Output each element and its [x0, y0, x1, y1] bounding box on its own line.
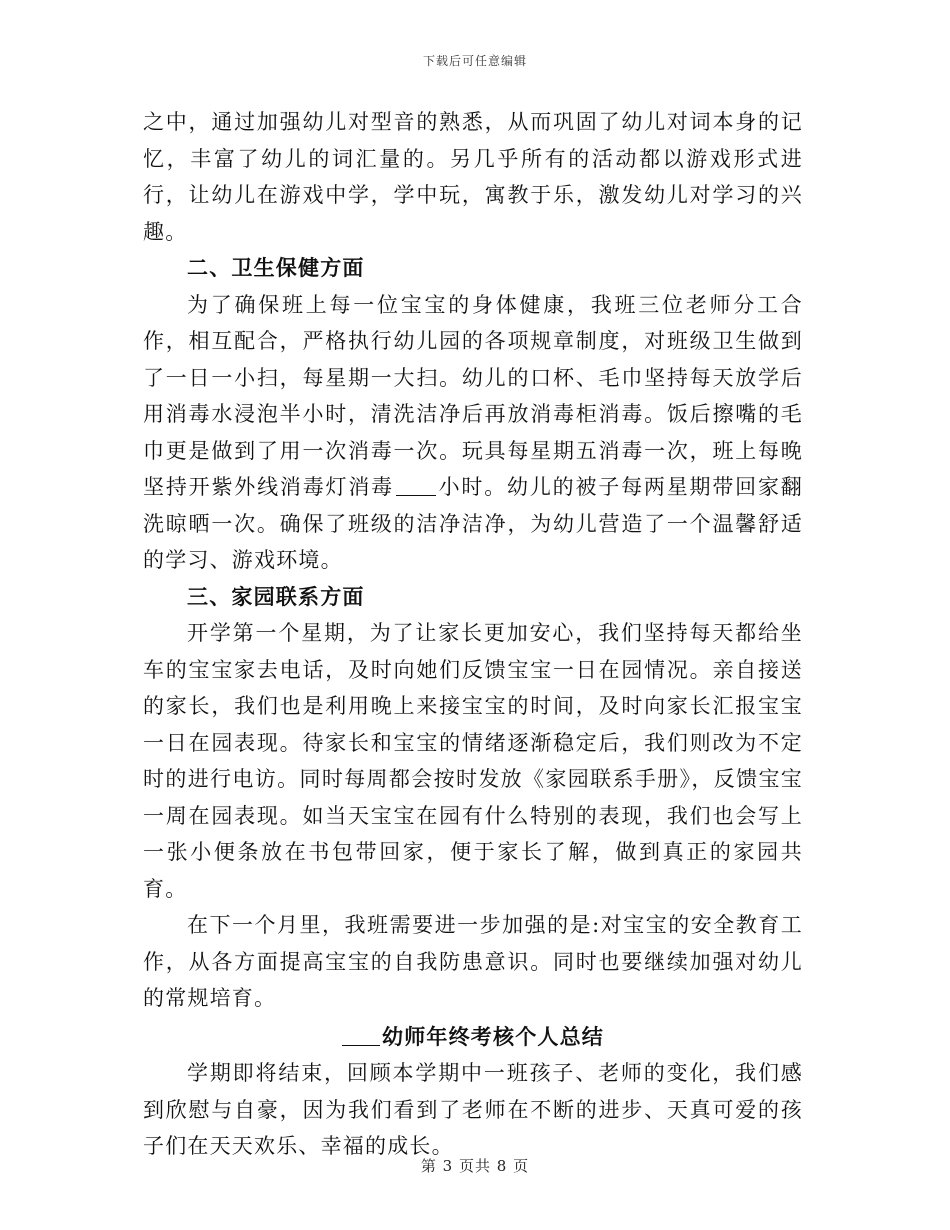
document-title: [143, 1019, 803, 1056]
document-title-text: 幼师年终考核个人总结: [382, 1023, 604, 1049]
paragraph-intro: 之中，通过加强幼儿对型音的熟悉，从而巩固了幼儿对词本身的记忆，丰富了幼儿的词汇量的。另几乎所有的活动都以游戏形式进行，让幼儿在游戏中学，学中玩，寓教于乐，激发幼儿对学习的兴趣。: [143, 110, 803, 244]
paragraph-summary: 学期即将结束，回顾本学期中一班孩子、老师的变化，我们感到欣慰与自豪，因为我们看到了老师在不断的进步、天真可爱的孩子们在天天欢乐、幸福的成长。: [143, 1061, 803, 1158]
title-blank: [342, 1025, 380, 1046]
paragraph-hygiene-part2: 小时。幼儿的被子每两星期带回家翻洗晾晒一次。确保了班级的洁净洁净，为幼儿营造了一个温馨舒适的学习、游戏环境。: [143, 475, 804, 572]
paragraph-home-school: 开学第一个星期，为了让家长更加安心，我们坚持每天都给坐车的宝宝家去电话，及时向她们反馈宝宝一日在园情况。亲自接送的家长，我们也是利用晚上来接宝宝的时间，及时向家长汇报宝宝一日在园表现。待家长和宝宝的情绪逐渐稳定后，我们则改为不定时的进行电访。同时每周都会按时发放《家园联系手册》，反馈宝宝一周在园表现。如当天宝宝在园有什么特别的表现，我们也会写上一张小便条放在书包带回家，便于家长了解，做到真正的家园共育。: [143, 621, 803, 901]
paragraph-hygiene-part1: 为了确保班上每一位宝宝的身体健康，我班三位老师分工合作，相互配合，严格执行幼儿园的各项规章制度，对班级卫生做到了一日一小扫，每星期一大扫。幼儿的口杯、毛巾坚持每天放学后用消毒水浸泡半小时，清洗洁净后再放消毒柜消毒。饭后擦嘴的毛巾更是做到了用一次消毒一次。玩具每星期五消毒一次，班上每晚坚持开紫外线消毒灯消毒: [143, 292, 803, 499]
document-body: [143, 104, 803, 1165]
section-heading-home-school: 三、家园联系方面: [187, 583, 365, 609]
section-heading-hygiene: 二、卫生保健方面: [187, 255, 365, 280]
paragraph-next-month: 在下一个月里，我班需要进一步加强的是:对宝宝的安全教育工作，从各方面提高宝宝的自我防患意识。同时也要继续加强对幼儿的常规培育。: [143, 913, 803, 1010]
fill-blank: [396, 475, 436, 496]
page-number: 第 3 页共 8 页: [420, 1157, 530, 1175]
page-header: 下载后可任意编辑: [422, 54, 527, 68]
paragraph-hygiene: [143, 287, 803, 579]
